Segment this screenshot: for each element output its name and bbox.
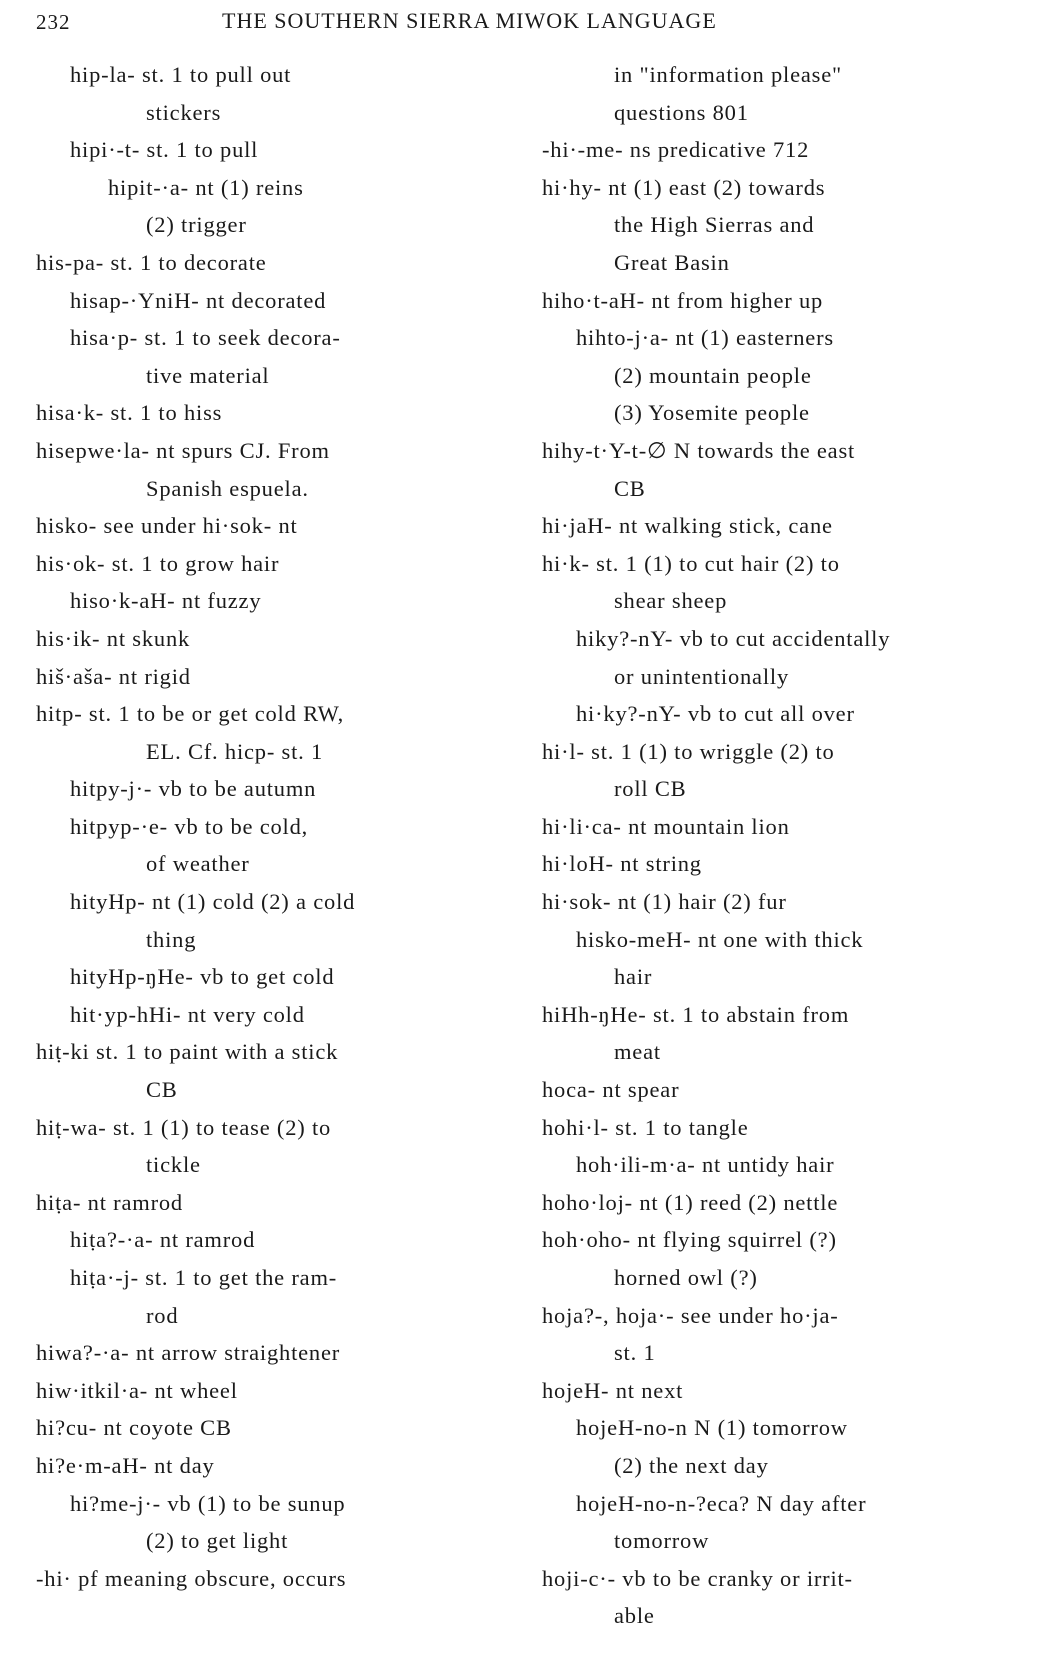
dictionary-line: hityHp- nt (1) cold (2) a cold (70, 889, 356, 915)
dictionary-line: hityHp-ŋHe- vb to get cold (70, 964, 335, 990)
dictionary-line: st. 1 (614, 1340, 656, 1366)
dictionary-line: hit·yp-hHi- nt very cold (70, 1001, 305, 1027)
dictionary-line: hisa·p- st. 1 to seek decora- (70, 325, 341, 351)
dictionary-line: hiṭa·-j- st. 1 to get the ram- (70, 1265, 338, 1290)
dictionary-line: shear sheep (614, 588, 728, 614)
dictionary-line: hi?e·m-aH- nt day (36, 1452, 215, 1478)
dictionary-line: (2) trigger (146, 212, 247, 238)
dictionary-line: of weather (146, 851, 250, 877)
dictionary-line: hiṭa?-·a- nt ramrod (70, 1227, 256, 1253)
dictionary-line: hohi·l- st. 1 to tangle (542, 1114, 749, 1140)
dictionary-line: hojeH-no-n N (1) tomorrow (576, 1415, 848, 1441)
dictionary-line: (2) to get light (146, 1528, 289, 1554)
dictionary-line: (3) Yosemite people (614, 400, 810, 426)
dictionary-line: thing (146, 926, 197, 952)
left-column (36, 56, 531, 1597)
dictionary-line: hoji-c·- vb to be cranky or irrit- (542, 1565, 853, 1591)
dictionary-line: hisa·k- st. 1 to hiss (36, 400, 223, 426)
dictionary-line: hi·li·ca- nt mountain lion (542, 813, 790, 839)
dictionary-line: CB (146, 1077, 178, 1103)
dictionary-line: hi·loH- nt string (542, 851, 702, 877)
dictionary-line: in "information please" (614, 62, 842, 87)
running-title: THE SOUTHERN SIERRA MIWOK LANGUAGE (222, 8, 717, 33)
dictionary-line: hihy-t·Y-t-∅ N towards the east (542, 437, 856, 463)
dictionary-line: hiHh-ŋHe- st. 1 to abstain from (542, 1001, 850, 1027)
dictionary-line: his-pa- st. 1 to decorate (36, 249, 267, 275)
dictionary-line: tive material (146, 362, 270, 388)
dictionary-line: hiw·itkil·a- nt wheel (36, 1377, 238, 1403)
dictionary-line: hi?cu- nt coyote CB (36, 1415, 232, 1441)
dictionary-line: hitp- st. 1 to be or get cold RW, (36, 701, 345, 727)
dictionary-line: hoh·oho- nt flying squirrel (?) (542, 1227, 837, 1253)
dictionary-line: roll CB (614, 776, 687, 802)
dictionary-line: hiso·k-aH- nt fuzzy (70, 588, 262, 614)
dictionary-line: Great Basin (614, 249, 730, 275)
dictionary-line: hisap-·YniH- nt decorated (70, 287, 327, 313)
dictionary-line: rod (146, 1302, 179, 1328)
dictionary-line: meat (614, 1039, 661, 1065)
dictionary-line: hitpyp-·e- vb to be cold, (70, 813, 309, 839)
dictionary-line: -hi· pf meaning obscure, occurs (36, 1565, 347, 1591)
dictionary-line: hi?me-j·- vb (1) to be sunup (70, 1490, 346, 1516)
dictionary-line: hi·sok- nt (1) hair (2) fur (542, 889, 787, 915)
dictionary-line: hipi·-t- st. 1 to pull (70, 137, 259, 163)
dictionary-line: hojeH- nt next (542, 1377, 684, 1403)
dictionary-line: hair (614, 964, 653, 990)
dictionary-line: hi·l- st. 1 (1) to wriggle (2) to (542, 738, 835, 764)
dictionary-line: Spanish espuela. (146, 475, 309, 501)
dictionary-line: hi·ky?-nY- vb to cut all over (576, 701, 855, 727)
dictionary-line: hiky?-nY- vb to cut accidentally (576, 625, 891, 651)
dictionary-line: hiṭ-ki st. 1 to paint with a stick (36, 1039, 339, 1065)
dictionary-line: hiṭa- nt ramrod (36, 1189, 183, 1215)
dictionary-line: hitpy-j·- vb to be autumn (70, 776, 317, 802)
dictionary-line: questions 801 (614, 99, 749, 125)
dictionary-line: horned owl (?) (614, 1265, 758, 1290)
dictionary-line: hisepwe·la- nt spurs CJ. From (36, 437, 330, 463)
dictionary-line: hoja?-, hoja·- see under ho·ja- (542, 1302, 839, 1328)
dictionary-line: hipit-·a- nt (1) reins (108, 174, 304, 200)
dictionary-line: hi·hy- nt (1) east (2) towards (542, 174, 826, 200)
page-number: 232 (36, 10, 71, 34)
dictionary-line: the High Sierras and (614, 212, 815, 238)
dictionary-line: hisko-meH- nt one with thick (576, 926, 864, 952)
dictionary-line: or unintentionally (614, 663, 789, 689)
dictionary-line: his·ok- st. 1 to grow hair (36, 550, 280, 576)
dictionary-line: hi·k- st. 1 (1) to cut hair (2) to (542, 550, 840, 576)
dictionary-line: hisko- see under hi·sok- nt (36, 513, 298, 539)
dictionary-line: hiho·t-aH- nt from higher up (542, 287, 824, 313)
dictionary-line: hoh·ili-m·a- nt untidy hair (576, 1152, 835, 1178)
dictionary-line: EL. Cf. hicp- st. 1 (146, 738, 324, 764)
dictionary-line: hihto-j·a- nt (1) easterners (576, 325, 834, 351)
dictionary-line: hoho·loj- nt (1) reed (2) nettle (542, 1189, 839, 1215)
dictionary-line: hip-la- st. 1 to pull out (70, 62, 292, 87)
dictionary-line: (2) the next day (614, 1452, 769, 1478)
dictionary-line: able (614, 1603, 655, 1629)
dictionary-line: stickers (146, 99, 222, 125)
dictionary-line: hiṭ-wa- st. 1 (1) to tease (2) to (36, 1114, 332, 1140)
dictionary-line: hojeH-no-n-?eca? N day after (576, 1490, 867, 1516)
dictionary-line: hi·jaH- nt walking stick, cane (542, 513, 833, 539)
dictionary-line: hiwa?-·a- nt arrow straightener (36, 1340, 341, 1366)
dictionary-line: tomorrow (614, 1528, 710, 1554)
dictionary-line: (2) mountain people (614, 362, 812, 388)
right-column (542, 56, 1042, 1635)
dictionary-line: tickle (146, 1152, 201, 1178)
dictionary-line: CB (614, 475, 646, 501)
dictionary-line: his·ik- nt skunk (36, 625, 191, 651)
dictionary-line: hiš·aša- nt rigid (36, 663, 191, 689)
dictionary-line: -hi·-me- ns predicative 712 (542, 137, 810, 163)
dictionary-line: hoca- nt spear (542, 1077, 680, 1103)
